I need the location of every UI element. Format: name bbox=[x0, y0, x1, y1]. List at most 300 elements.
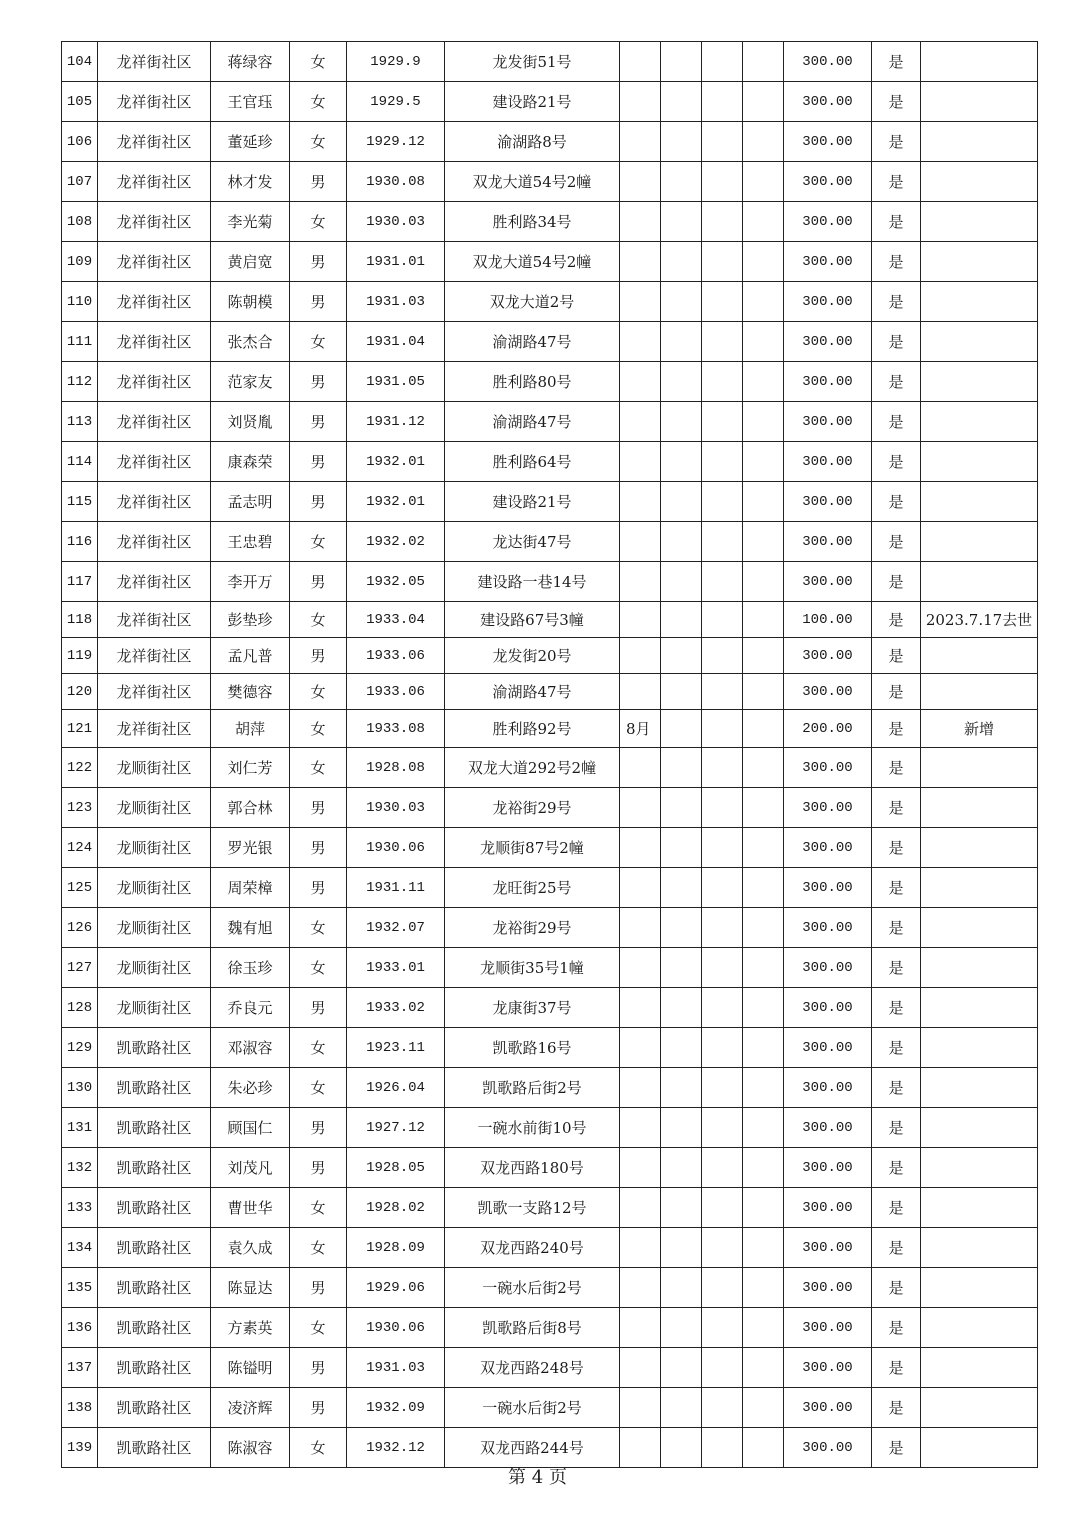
cell-birth-date: 1933.01 bbox=[347, 948, 445, 988]
cell-col-10 bbox=[743, 322, 784, 362]
cell-community: 龙顺街社区 bbox=[98, 868, 211, 908]
cell-col-10 bbox=[743, 122, 784, 162]
table-row bbox=[62, 1348, 1038, 1388]
cell-col-7 bbox=[620, 162, 661, 202]
cell-col-10 bbox=[743, 1428, 784, 1468]
cell-col-7 bbox=[620, 1068, 661, 1108]
cell-eligible: 是 bbox=[872, 82, 921, 122]
cell-gender: 女 bbox=[290, 1228, 347, 1268]
cell-eligible: 是 bbox=[872, 1348, 921, 1388]
cell-community: 龙顺街社区 bbox=[98, 948, 211, 988]
cell-community: 凯歌路社区 bbox=[98, 1028, 211, 1068]
cell-col-8 bbox=[661, 1148, 702, 1188]
cell-amount: 300.00 bbox=[784, 1228, 872, 1268]
cell-birth-date: 1933.02 bbox=[347, 988, 445, 1028]
cell-community: 龙祥街社区 bbox=[98, 562, 211, 602]
cell-row-index: 115 bbox=[62, 482, 98, 522]
table-row bbox=[62, 674, 1038, 710]
cell-amount: 300.00 bbox=[784, 1308, 872, 1348]
cell-community: 凯歌路社区 bbox=[98, 1068, 211, 1108]
cell-col-8 bbox=[661, 202, 702, 242]
cell-birth-date: 1932.02 bbox=[347, 522, 445, 562]
cell-col-10 bbox=[743, 710, 784, 748]
cell-row-index: 117 bbox=[62, 562, 98, 602]
cell-gender: 男 bbox=[290, 162, 347, 202]
cell-eligible: 是 bbox=[872, 42, 921, 82]
cell-col-7 bbox=[620, 322, 661, 362]
cell-birth-date: 1932.05 bbox=[347, 562, 445, 602]
cell-name: 顾国仁 bbox=[211, 1108, 290, 1148]
cell-eligible: 是 bbox=[872, 1388, 921, 1428]
cell-row-index: 110 bbox=[62, 282, 98, 322]
cell-remark bbox=[921, 988, 1038, 1028]
cell-amount: 300.00 bbox=[784, 638, 872, 674]
table-row bbox=[62, 1388, 1038, 1428]
cell-col-8 bbox=[661, 522, 702, 562]
cell-col-7 bbox=[620, 638, 661, 674]
cell-row-index: 114 bbox=[62, 442, 98, 482]
cell-birth-date: 1928.05 bbox=[347, 1148, 445, 1188]
cell-community: 龙祥街社区 bbox=[98, 82, 211, 122]
cell-amount: 300.00 bbox=[784, 522, 872, 562]
cell-amount: 300.00 bbox=[784, 1068, 872, 1108]
cell-eligible: 是 bbox=[872, 322, 921, 362]
cell-name: 彭垫珍 bbox=[211, 602, 290, 638]
cell-address: 双龙大道2号 bbox=[445, 282, 620, 322]
cell-eligible: 是 bbox=[872, 1268, 921, 1308]
cell-address: 龙达街47号 bbox=[445, 522, 620, 562]
cell-col-9 bbox=[702, 522, 743, 562]
table-row bbox=[62, 1228, 1038, 1268]
cell-community: 龙祥街社区 bbox=[98, 482, 211, 522]
table-row bbox=[62, 748, 1038, 788]
cell-eligible: 是 bbox=[872, 122, 921, 162]
table-row bbox=[62, 42, 1038, 82]
cell-gender: 女 bbox=[290, 748, 347, 788]
table-row bbox=[62, 522, 1038, 562]
table-row bbox=[62, 1308, 1038, 1348]
table-row bbox=[62, 1428, 1038, 1468]
cell-name: 蒋绿容 bbox=[211, 42, 290, 82]
cell-remark bbox=[921, 948, 1038, 988]
cell-name: 刘贤胤 bbox=[211, 402, 290, 442]
cell-birth-date: 1933.06 bbox=[347, 674, 445, 710]
cell-remark bbox=[921, 674, 1038, 710]
table-row bbox=[62, 1028, 1038, 1068]
cell-amount: 300.00 bbox=[784, 482, 872, 522]
cell-col-8 bbox=[661, 748, 702, 788]
cell-col-9 bbox=[702, 442, 743, 482]
cell-remark bbox=[921, 242, 1038, 282]
records-table bbox=[61, 41, 1038, 1468]
cell-col-9 bbox=[702, 748, 743, 788]
cell-col-8 bbox=[661, 1028, 702, 1068]
cell-name: 孟凡普 bbox=[211, 638, 290, 674]
cell-address: 一碗水后街2号 bbox=[445, 1268, 620, 1308]
cell-col-9 bbox=[702, 282, 743, 322]
cell-address: 渝湖路8号 bbox=[445, 122, 620, 162]
cell-col-7: 8月 bbox=[620, 710, 661, 748]
cell-remark bbox=[921, 162, 1038, 202]
cell-col-7 bbox=[620, 362, 661, 402]
cell-birth-date: 1929.12 bbox=[347, 122, 445, 162]
cell-col-10 bbox=[743, 202, 784, 242]
cell-amount: 100.00 bbox=[784, 602, 872, 638]
cell-col-9 bbox=[702, 322, 743, 362]
cell-address: 渝湖路47号 bbox=[445, 402, 620, 442]
cell-col-7 bbox=[620, 522, 661, 562]
cell-col-7 bbox=[620, 1388, 661, 1428]
cell-col-10 bbox=[743, 1348, 784, 1388]
table-row bbox=[62, 948, 1038, 988]
cell-row-index: 134 bbox=[62, 1228, 98, 1268]
cell-birth-date: 1930.08 bbox=[347, 162, 445, 202]
cell-gender: 女 bbox=[290, 602, 347, 638]
cell-remark bbox=[921, 42, 1038, 82]
cell-community: 龙顺街社区 bbox=[98, 908, 211, 948]
cell-gender: 男 bbox=[290, 828, 347, 868]
cell-eligible: 是 bbox=[872, 522, 921, 562]
cell-community: 龙祥街社区 bbox=[98, 282, 211, 322]
cell-gender: 男 bbox=[290, 282, 347, 322]
cell-row-index: 113 bbox=[62, 402, 98, 442]
cell-amount: 300.00 bbox=[784, 1028, 872, 1068]
cell-address: 渝湖路47号 bbox=[445, 674, 620, 710]
cell-name: 徐玉珍 bbox=[211, 948, 290, 988]
cell-col-8 bbox=[661, 868, 702, 908]
table-row bbox=[62, 482, 1038, 522]
cell-row-index: 128 bbox=[62, 988, 98, 1028]
cell-row-index: 104 bbox=[62, 42, 98, 82]
cell-gender: 女 bbox=[290, 1068, 347, 1108]
cell-col-7 bbox=[620, 1148, 661, 1188]
cell-col-8 bbox=[661, 710, 702, 748]
cell-birth-date: 1933.04 bbox=[347, 602, 445, 638]
cell-col-8 bbox=[661, 482, 702, 522]
cell-address: 一碗水前街10号 bbox=[445, 1108, 620, 1148]
table-row bbox=[62, 868, 1038, 908]
cell-community: 凯歌路社区 bbox=[98, 1148, 211, 1188]
cell-remark bbox=[921, 1348, 1038, 1388]
cell-col-10 bbox=[743, 282, 784, 322]
cell-gender: 男 bbox=[290, 788, 347, 828]
cell-name: 罗光银 bbox=[211, 828, 290, 868]
cell-gender: 女 bbox=[290, 82, 347, 122]
cell-col-9 bbox=[702, 402, 743, 442]
cell-community: 凯歌路社区 bbox=[98, 1388, 211, 1428]
cell-amount: 300.00 bbox=[784, 162, 872, 202]
cell-eligible: 是 bbox=[872, 948, 921, 988]
cell-gender: 女 bbox=[290, 322, 347, 362]
cell-col-8 bbox=[661, 322, 702, 362]
cell-col-7 bbox=[620, 1308, 661, 1348]
cell-eligible: 是 bbox=[872, 202, 921, 242]
cell-row-index: 126 bbox=[62, 908, 98, 948]
cell-name: 李光菊 bbox=[211, 202, 290, 242]
cell-col-10 bbox=[743, 1028, 784, 1068]
cell-name: 方素英 bbox=[211, 1308, 290, 1348]
cell-name: 郭合林 bbox=[211, 788, 290, 828]
cell-col-8 bbox=[661, 1068, 702, 1108]
cell-row-index: 136 bbox=[62, 1308, 98, 1348]
cell-amount: 300.00 bbox=[784, 1268, 872, 1308]
cell-col-7 bbox=[620, 908, 661, 948]
cell-amount: 300.00 bbox=[784, 202, 872, 242]
cell-col-10 bbox=[743, 362, 784, 402]
cell-col-9 bbox=[702, 908, 743, 948]
cell-amount: 300.00 bbox=[784, 1108, 872, 1148]
cell-row-index: 130 bbox=[62, 1068, 98, 1108]
cell-col-7 bbox=[620, 1108, 661, 1148]
cell-address: 双龙西路240号 bbox=[445, 1228, 620, 1268]
table-row bbox=[62, 710, 1038, 748]
table-row bbox=[62, 602, 1038, 638]
cell-community: 龙祥街社区 bbox=[98, 402, 211, 442]
cell-col-8 bbox=[661, 562, 702, 602]
cell-remark bbox=[921, 1108, 1038, 1148]
cell-birth-date: 1933.08 bbox=[347, 710, 445, 748]
cell-col-9 bbox=[702, 42, 743, 82]
cell-col-8 bbox=[661, 1268, 702, 1308]
cell-birth-date: 1932.07 bbox=[347, 908, 445, 948]
cell-row-index: 106 bbox=[62, 122, 98, 162]
cell-col-7 bbox=[620, 42, 661, 82]
cell-eligible: 是 bbox=[872, 710, 921, 748]
table-row bbox=[62, 402, 1038, 442]
cell-gender: 男 bbox=[290, 1348, 347, 1388]
cell-amount: 300.00 bbox=[784, 1428, 872, 1468]
cell-name: 陈淑容 bbox=[211, 1428, 290, 1468]
cell-row-index: 112 bbox=[62, 362, 98, 402]
cell-gender: 男 bbox=[290, 362, 347, 402]
cell-col-8 bbox=[661, 1428, 702, 1468]
cell-row-index: 124 bbox=[62, 828, 98, 868]
cell-col-7 bbox=[620, 1028, 661, 1068]
cell-col-10 bbox=[743, 638, 784, 674]
cell-col-9 bbox=[702, 1228, 743, 1268]
cell-amount: 300.00 bbox=[784, 42, 872, 82]
cell-col-9 bbox=[702, 202, 743, 242]
cell-row-index: 135 bbox=[62, 1268, 98, 1308]
cell-col-7 bbox=[620, 242, 661, 282]
cell-community: 凯歌路社区 bbox=[98, 1108, 211, 1148]
cell-col-10 bbox=[743, 602, 784, 638]
cell-col-10 bbox=[743, 1108, 784, 1148]
cell-remark: 新增 bbox=[921, 710, 1038, 748]
cell-remark bbox=[921, 1388, 1038, 1428]
cell-address: 建设路一巷14号 bbox=[445, 562, 620, 602]
table-row bbox=[62, 1188, 1038, 1228]
cell-gender: 男 bbox=[290, 482, 347, 522]
table-row bbox=[62, 828, 1038, 868]
table-row bbox=[62, 1068, 1038, 1108]
cell-col-7 bbox=[620, 562, 661, 602]
cell-col-10 bbox=[743, 442, 784, 482]
cell-remark bbox=[921, 82, 1038, 122]
cell-name: 李开万 bbox=[211, 562, 290, 602]
records-table-body bbox=[62, 42, 1038, 1468]
cell-name: 陈朝模 bbox=[211, 282, 290, 322]
cell-col-8 bbox=[661, 1188, 702, 1228]
cell-name: 王忠碧 bbox=[211, 522, 290, 562]
table-row bbox=[62, 162, 1038, 202]
cell-community: 凯歌路社区 bbox=[98, 1428, 211, 1468]
cell-community: 凯歌路社区 bbox=[98, 1308, 211, 1348]
cell-col-10 bbox=[743, 1268, 784, 1308]
cell-birth-date: 1930.06 bbox=[347, 1308, 445, 1348]
cell-birth-date: 1932.01 bbox=[347, 482, 445, 522]
cell-amount: 300.00 bbox=[784, 948, 872, 988]
cell-address: 胜利路64号 bbox=[445, 442, 620, 482]
cell-col-9 bbox=[702, 602, 743, 638]
cell-gender: 女 bbox=[290, 1028, 347, 1068]
cell-gender: 女 bbox=[290, 674, 347, 710]
cell-name: 樊德容 bbox=[211, 674, 290, 710]
table-row bbox=[62, 242, 1038, 282]
cell-birth-date: 1930.03 bbox=[347, 788, 445, 828]
cell-eligible: 是 bbox=[872, 868, 921, 908]
cell-col-9 bbox=[702, 562, 743, 602]
cell-col-8 bbox=[661, 362, 702, 402]
table-row bbox=[62, 442, 1038, 482]
cell-birth-date: 1931.03 bbox=[347, 1348, 445, 1388]
cell-address: 胜利路34号 bbox=[445, 202, 620, 242]
cell-col-9 bbox=[702, 1308, 743, 1348]
cell-birth-date: 1931.11 bbox=[347, 868, 445, 908]
cell-gender: 男 bbox=[290, 868, 347, 908]
cell-col-10 bbox=[743, 402, 784, 442]
cell-birth-date: 1929.5 bbox=[347, 82, 445, 122]
cell-gender: 男 bbox=[290, 442, 347, 482]
cell-community: 龙顺街社区 bbox=[98, 828, 211, 868]
cell-community: 龙祥街社区 bbox=[98, 362, 211, 402]
cell-remark bbox=[921, 362, 1038, 402]
cell-gender: 男 bbox=[290, 638, 347, 674]
cell-gender: 女 bbox=[290, 948, 347, 988]
cell-eligible: 是 bbox=[872, 638, 921, 674]
cell-name: 林才发 bbox=[211, 162, 290, 202]
cell-remark bbox=[921, 638, 1038, 674]
cell-col-7 bbox=[620, 82, 661, 122]
cell-col-8 bbox=[661, 1388, 702, 1428]
cell-gender: 女 bbox=[290, 522, 347, 562]
cell-name: 胡萍 bbox=[211, 710, 290, 748]
cell-row-index: 116 bbox=[62, 522, 98, 562]
cell-name: 黄启宽 bbox=[211, 242, 290, 282]
cell-address: 胜利路92号 bbox=[445, 710, 620, 748]
cell-amount: 300.00 bbox=[784, 562, 872, 602]
cell-community: 龙祥街社区 bbox=[98, 674, 211, 710]
cell-gender: 女 bbox=[290, 908, 347, 948]
cell-col-9 bbox=[702, 988, 743, 1028]
cell-remark bbox=[921, 788, 1038, 828]
cell-address: 双龙大道54号2幢 bbox=[445, 162, 620, 202]
cell-name: 刘仁芳 bbox=[211, 748, 290, 788]
cell-col-9 bbox=[702, 82, 743, 122]
cell-col-10 bbox=[743, 522, 784, 562]
cell-col-8 bbox=[661, 988, 702, 1028]
cell-col-9 bbox=[702, 162, 743, 202]
cell-col-7 bbox=[620, 1188, 661, 1228]
cell-birth-date: 1923.11 bbox=[347, 1028, 445, 1068]
cell-eligible: 是 bbox=[872, 1148, 921, 1188]
cell-row-index: 107 bbox=[62, 162, 98, 202]
cell-col-9 bbox=[702, 1348, 743, 1388]
cell-birth-date: 1929.9 bbox=[347, 42, 445, 82]
cell-col-10 bbox=[743, 562, 784, 602]
cell-birth-date: 1931.05 bbox=[347, 362, 445, 402]
table-row bbox=[62, 1148, 1038, 1188]
cell-col-8 bbox=[661, 42, 702, 82]
cell-col-9 bbox=[702, 242, 743, 282]
table-row bbox=[62, 788, 1038, 828]
cell-row-index: 132 bbox=[62, 1148, 98, 1188]
table-row bbox=[62, 988, 1038, 1028]
cell-community: 凯歌路社区 bbox=[98, 1268, 211, 1308]
cell-amount: 300.00 bbox=[784, 1188, 872, 1228]
cell-row-index: 129 bbox=[62, 1028, 98, 1068]
cell-remark bbox=[921, 482, 1038, 522]
cell-amount: 300.00 bbox=[784, 674, 872, 710]
cell-amount: 300.00 bbox=[784, 282, 872, 322]
cell-col-10 bbox=[743, 162, 784, 202]
cell-community: 龙祥街社区 bbox=[98, 442, 211, 482]
cell-remark bbox=[921, 322, 1038, 362]
cell-row-index: 108 bbox=[62, 202, 98, 242]
cell-eligible: 是 bbox=[872, 442, 921, 482]
cell-name: 魏有旭 bbox=[211, 908, 290, 948]
cell-address: 龙发街20号 bbox=[445, 638, 620, 674]
cell-remark bbox=[921, 402, 1038, 442]
cell-gender: 女 bbox=[290, 122, 347, 162]
cell-col-7 bbox=[620, 788, 661, 828]
cell-col-8 bbox=[661, 948, 702, 988]
cell-col-9 bbox=[702, 1188, 743, 1228]
cell-eligible: 是 bbox=[872, 1308, 921, 1348]
cell-col-10 bbox=[743, 948, 784, 988]
cell-col-8 bbox=[661, 828, 702, 868]
cell-name: 孟志明 bbox=[211, 482, 290, 522]
cell-col-7 bbox=[620, 402, 661, 442]
cell-eligible: 是 bbox=[872, 282, 921, 322]
cell-eligible: 是 bbox=[872, 242, 921, 282]
cell-col-9 bbox=[702, 1388, 743, 1428]
cell-community: 龙祥街社区 bbox=[98, 42, 211, 82]
cell-amount: 300.00 bbox=[784, 362, 872, 402]
cell-col-10 bbox=[743, 908, 784, 948]
cell-name: 袁久成 bbox=[211, 1228, 290, 1268]
cell-col-8 bbox=[661, 638, 702, 674]
page-number: 第 4 页 bbox=[508, 1467, 567, 1488]
cell-address: 一碗水后街2号 bbox=[445, 1388, 620, 1428]
cell-col-7 bbox=[620, 988, 661, 1028]
cell-col-7 bbox=[620, 122, 661, 162]
cell-row-index: 105 bbox=[62, 82, 98, 122]
cell-col-8 bbox=[661, 162, 702, 202]
cell-row-index: 109 bbox=[62, 242, 98, 282]
cell-col-9 bbox=[702, 1068, 743, 1108]
cell-address: 双龙大道292号2幢 bbox=[445, 748, 620, 788]
cell-birth-date: 1931.03 bbox=[347, 282, 445, 322]
cell-col-7 bbox=[620, 442, 661, 482]
cell-row-index: 139 bbox=[62, 1428, 98, 1468]
table-row bbox=[62, 362, 1038, 402]
table-row bbox=[62, 82, 1038, 122]
cell-row-index: 121 bbox=[62, 710, 98, 748]
cell-birth-date: 1929.06 bbox=[347, 1268, 445, 1308]
cell-birth-date: 1932.12 bbox=[347, 1428, 445, 1468]
cell-eligible: 是 bbox=[872, 788, 921, 828]
